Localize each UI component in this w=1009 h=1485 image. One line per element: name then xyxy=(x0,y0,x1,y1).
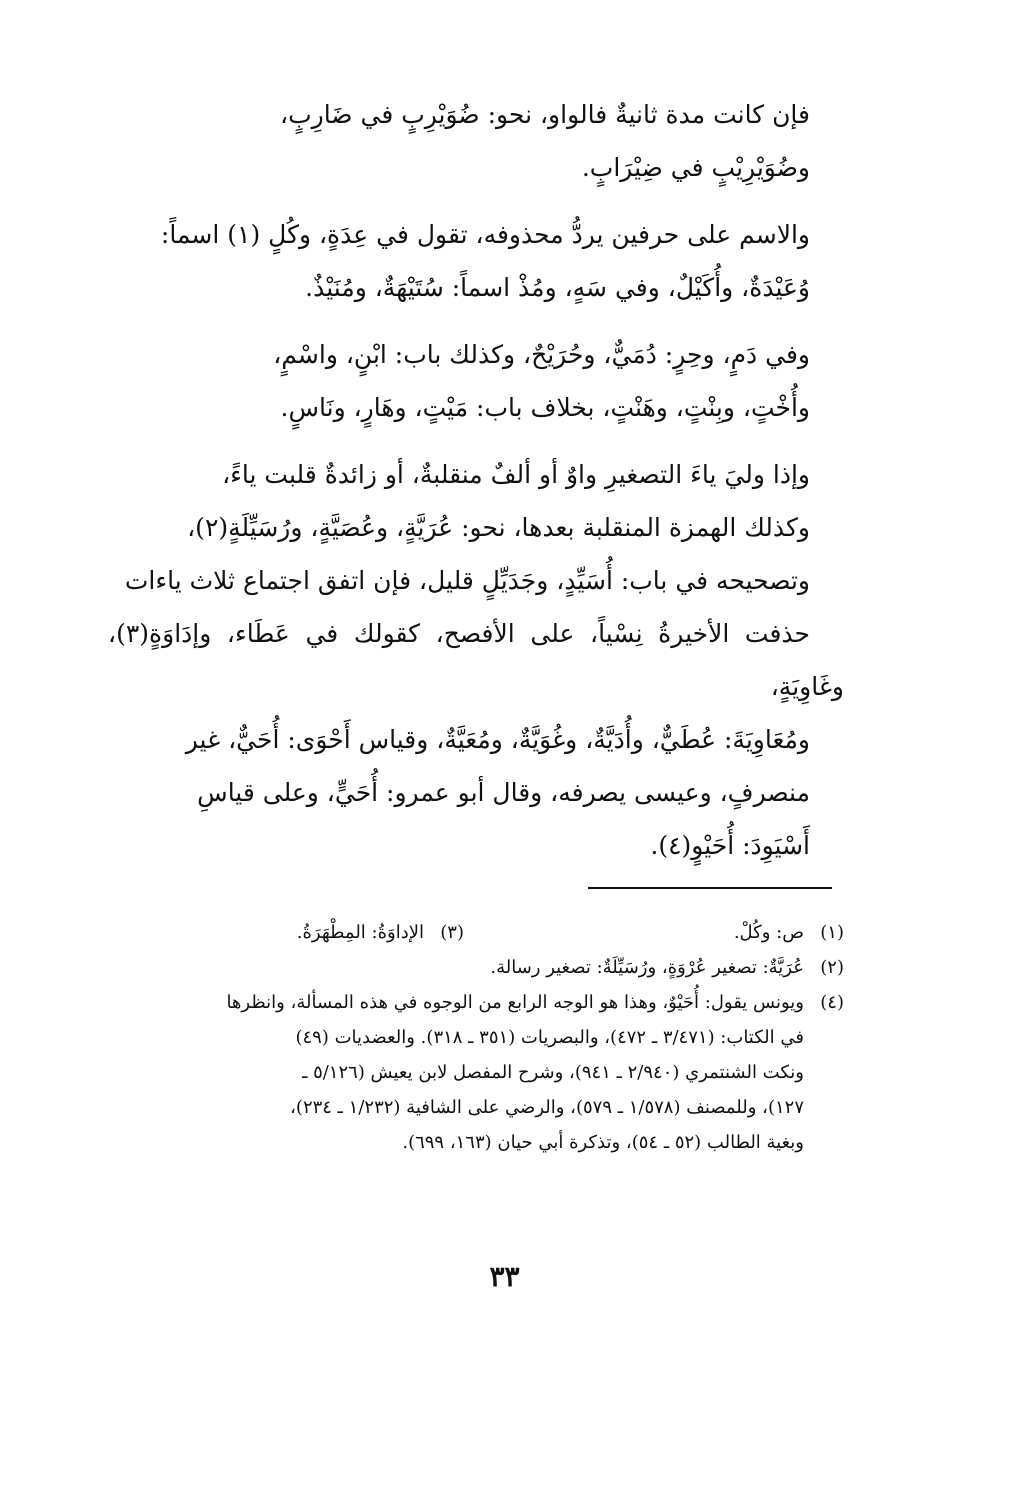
footnote-number: (١) xyxy=(820,922,844,943)
footnote-line: ويونس يقول: أُحَيْوٌ، وهذا هو الوجه الرابع من الوجوه في هذه المسألة، وانظرها xyxy=(226,992,804,1013)
footnote-text: ص: وكُلْ. xyxy=(733,922,804,943)
footnote-row-2 xyxy=(100,950,844,985)
footnote-row-1 xyxy=(100,915,844,950)
main-text xyxy=(108,88,844,886)
paragraph-3 xyxy=(108,328,844,434)
footnote-text xyxy=(100,985,804,1160)
text-line: وأُخْتٍ، وبِنْتٍ، وهَنْتٍ، بخلاف باب: مَيْتٍ، وهَارٍ، ونَاسٍ. xyxy=(280,393,810,422)
text-line: والاسم على حرفين يردُّ محذوفه، تقول في عِدَةٍ، وكُلٍ (١) اسماً: xyxy=(160,220,810,249)
footnote-number: (٣) xyxy=(440,922,464,943)
text-line: وكذلك الهمزة المنقلبة بعدها، نحو: عُرَيَّةٍ، وعُصَيَّةٍ، ورُسَيِّلَةٍ(٢)، xyxy=(187,513,810,542)
footnote-line: ونكت الشنتمري (٢/٩٤٠ ـ ٩٤١)، وشرح المفصل لابن يعيش (٥/١٢٦ ـ xyxy=(302,1062,804,1083)
text-line: وُعَيْدَةٌ، وأُكَيْلٌ، وفي سَهٍ، ومُذْ اسماً: سُتَيْهَةٌ، ومُنَيْذٌ. xyxy=(305,273,810,302)
text-line: وفي دَمٍ، وحِرٍ: دُمَيٌّ، وحُرَيْحٌ، وكذلك باب: ابْنٍ، واسْمٍ، xyxy=(273,340,810,369)
text-line: وضُوَيْرِيْبٍ في ضِيْرَابٍ. xyxy=(581,153,810,182)
text-line: أَسْيَوِدَ: أُحَيْوٍ(٤). xyxy=(650,831,810,860)
footnote-line: في الكتاب: (٣/٤٧١ ـ ٤٧٢)، والبصريات (٣٥١ ـ ٣١٨). والعضديات (٤٩) xyxy=(295,1027,804,1048)
footnote-row-3 xyxy=(100,985,844,1160)
text-line: حذفت الأخيرةُ نِسْياً، على الأفصح، كقولك في عَطَاء، وإدَاوَةٍ(٣)، وغَاوِيَةٍ، xyxy=(108,619,844,701)
footnote-line: ١٢٧)، وللمصنف (١/٥٧٨ ـ ٥٧٩)، والرضي على الشافية (١/٢٣٢ ـ ٢٣٤)، xyxy=(290,1097,804,1118)
footnote-line: وبغية الطالب (٥٢ ـ ٥٤)، وتذكرة أبي حيان (١٦٣، ٦٩٩). xyxy=(402,1132,804,1153)
paragraph-2 xyxy=(108,208,844,314)
footnote-number: (٤) xyxy=(820,992,844,1013)
text-line: وإذا وليَ ياءَ التصغيرِ واوٌ أو ألفٌ منقلبةٌ، أو زائدةٌ قلبت ياءً، xyxy=(222,460,810,489)
text-line: فإن كانت مدة ثانيةٌ فالواو، نحو: ضُوَيْرِبٍ في ضَارِبٍ، xyxy=(280,100,810,129)
paragraph-4 xyxy=(108,448,844,872)
footnote-text: عُرَيَّةٌ: تصغير عُرْوَةٍ، ورُسَيِّلَةٌ: تصغير رسالة. xyxy=(490,957,804,978)
footnote-number: (٢) xyxy=(820,957,844,978)
footnote-divider xyxy=(588,887,832,889)
footnote-text: الإداوَةُ: المِطْهَرَةُ. xyxy=(296,922,424,943)
text-line: ومُعَاوِيَةَ: عُطَيٌّ، وأُدَيَّةٌ، وغُوَيَّةٌ، ومُعَيَّةٌ، وقياس أَحْوَى: أُحَيٌّ، غير xyxy=(185,725,810,754)
page-number: ٣٣ xyxy=(489,1260,520,1293)
text-line: منصرفٍ، وعيسى يصرفه، وقال أبو عمرو: أُحَيٍّ، وعلى قياسِ xyxy=(197,778,810,807)
footnotes xyxy=(100,915,844,1160)
paragraph-1 xyxy=(108,88,844,194)
text-line: وتصحيحه في باب: أُسَيِّدٍ، وجَدَيِّلٍ قليل، فإن اتفق اجتماع ثلاث ياءات xyxy=(124,566,810,595)
